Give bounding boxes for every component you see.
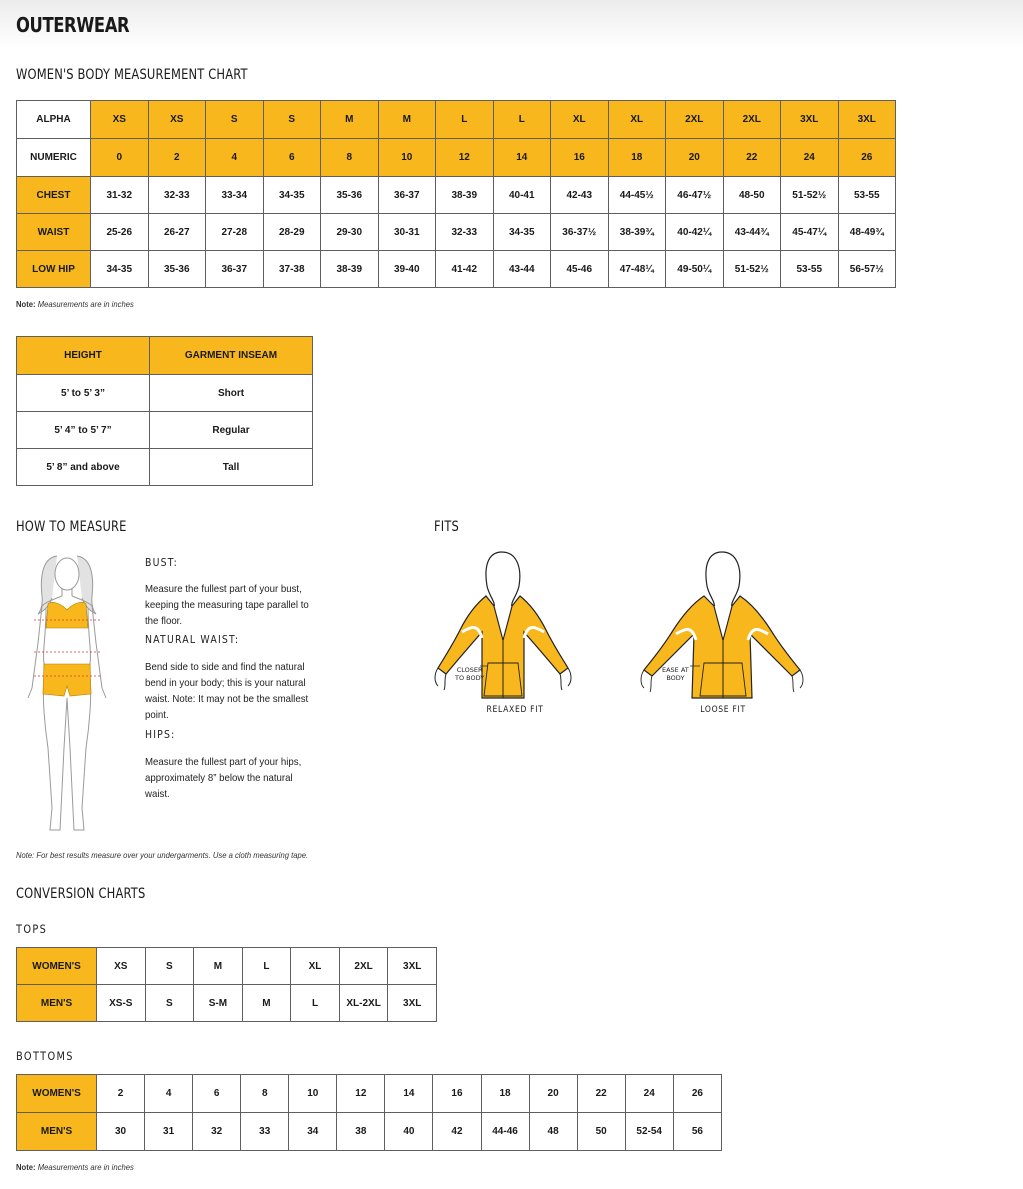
body-figure-illustration: [12, 548, 122, 838]
loose-fit-illustration: [638, 548, 808, 708]
table-cell: Tall: [150, 449, 313, 486]
table-cell: Short: [150, 375, 313, 412]
womens-chart-title: WOMEN'S BODY MEASUREMENT CHART: [16, 67, 248, 83]
measurement-row: [17, 177, 896, 214]
table-cell: 36-37: [206, 251, 264, 288]
how-to-measure-title: HOW TO MEASURE: [16, 519, 127, 535]
table-cell: 27-28: [206, 214, 264, 251]
table-cell: 3XL: [838, 101, 896, 139]
table-cell: 28-29: [263, 214, 321, 251]
table-cell: 51-52½: [723, 251, 781, 288]
table-cell: XS: [97, 948, 146, 985]
table-cell: 38-39¾: [608, 214, 666, 251]
table-cell: 5’ to 5’ 3”: [17, 375, 150, 412]
table-cell: 50: [577, 1113, 625, 1151]
table-cell: 18: [481, 1075, 529, 1113]
table-cell: 44-46: [481, 1113, 529, 1151]
table-cell: 2XL: [666, 101, 724, 139]
table-cell: 10: [289, 1075, 337, 1113]
womens-measurement-table: [16, 100, 896, 288]
table-cell: 3XL: [781, 101, 839, 139]
table-cell: 3XL: [388, 948, 437, 985]
table-cell: 51-52½: [781, 177, 839, 214]
relaxed-fit-callout: CLOSER TO BODY: [455, 666, 485, 682]
header-bar: [0, 0, 1023, 48]
table-cell: M: [242, 985, 291, 1022]
page-title: OUTERWEAR: [16, 13, 130, 37]
table-cell: 26: [838, 139, 896, 177]
tops-title: TOPS: [16, 922, 48, 936]
table-cell: 5’ 8” and above: [17, 449, 150, 486]
bottoms-conversion-table: [16, 1074, 722, 1151]
table-cell: 22: [577, 1075, 625, 1113]
table-cell: M: [321, 101, 379, 139]
table-cell: 42-43: [551, 177, 609, 214]
table-cell: 48: [529, 1113, 577, 1151]
table-cell: 26: [673, 1075, 721, 1113]
table-cell: 8: [241, 1075, 289, 1113]
table-cell: 12: [436, 139, 494, 177]
table-cell: 52-54: [625, 1113, 673, 1151]
table-cell: 8: [321, 139, 379, 177]
conversion-charts-title: CONVERSION CHARTS: [16, 886, 146, 902]
table-cell: XS-S: [97, 985, 146, 1022]
table-cell: XL: [291, 948, 340, 985]
table-cell: 40: [385, 1113, 433, 1151]
table-cell: 20: [529, 1075, 577, 1113]
measurement-row: [17, 214, 896, 251]
table-cell: 46-47½: [666, 177, 724, 214]
table-cell: 35-36: [321, 177, 379, 214]
table-cell: 42: [433, 1113, 481, 1151]
row-label: NUMERIC: [17, 139, 91, 177]
relaxed-fit-illustration: [432, 548, 602, 708]
table-cell: 37-38: [263, 251, 321, 288]
table-cell: 40-41: [493, 177, 551, 214]
table-cell: 24: [781, 139, 839, 177]
table-cell: 30: [97, 1113, 145, 1151]
table-cell: 16: [551, 139, 609, 177]
table-cell: 18: [608, 139, 666, 177]
table-cell: 6: [263, 139, 321, 177]
natural-waist-heading: NATURAL WAIST:: [145, 633, 240, 646]
table-cell: 2: [97, 1075, 145, 1113]
bust-heading: BUST:: [145, 556, 178, 569]
row-label: LOW HIP: [17, 251, 91, 288]
table-cell: 56-57½: [838, 251, 896, 288]
table-cell: 4: [145, 1075, 193, 1113]
table-cell: 10: [378, 139, 436, 177]
table-cell: 20: [666, 139, 724, 177]
table-cell: 29-30: [321, 214, 379, 251]
table-cell: M: [378, 101, 436, 139]
table-cell: 41-42: [436, 251, 494, 288]
row-label: WOMEN'S: [17, 948, 97, 985]
row-label: MEN'S: [17, 1113, 97, 1151]
inseam-table: [16, 336, 313, 486]
table-cell: 0: [91, 139, 149, 177]
table-cell: 38-39: [436, 177, 494, 214]
natural-waist-description: Bend side to side and find the natural bend in your body; this is your natural waist. Note: It may not be the smallest point.: [145, 661, 309, 721]
table-cell: S: [263, 101, 321, 139]
table-cell: 24: [625, 1075, 673, 1113]
table-cell: XL-2XL: [339, 985, 388, 1022]
table-cell: XS: [91, 101, 149, 139]
table-cell: L: [493, 101, 551, 139]
table-cell: 36-37: [378, 177, 436, 214]
table-cell: 2: [148, 139, 206, 177]
table-cell: 43-44¾: [723, 214, 781, 251]
row-label: ALPHA: [17, 101, 91, 139]
table-cell: 3XL: [388, 985, 437, 1022]
table-cell: 16: [433, 1075, 481, 1113]
table-cell: 26-27: [148, 214, 206, 251]
table-cell: 47-48¼: [608, 251, 666, 288]
table-cell: 44-45½: [608, 177, 666, 214]
table-cell: 2XL: [339, 948, 388, 985]
table-cell: S: [145, 948, 194, 985]
table-cell: 48-49¾: [838, 214, 896, 251]
table-cell: 34: [289, 1113, 337, 1151]
column-header: GARMENT INSEAM: [150, 337, 313, 375]
table-cell: 14: [385, 1075, 433, 1113]
table-cell: 14: [493, 139, 551, 177]
table-cell: 5’ 4” to 5’ 7”: [17, 412, 150, 449]
tops-row: [17, 948, 437, 985]
table-cell: L: [291, 985, 340, 1022]
inseam-row: [17, 412, 313, 449]
table-cell: 40-42¼: [666, 214, 724, 251]
table-cell: 30-31: [378, 214, 436, 251]
table-cell: XL: [551, 101, 609, 139]
table-cell: 6: [193, 1075, 241, 1113]
table-cell: 36-37½: [551, 214, 609, 251]
table-cell: XS: [148, 101, 206, 139]
table-cell: 53-55: [781, 251, 839, 288]
tops-conversion-table: [16, 947, 437, 1022]
table-cell: 31-32: [91, 177, 149, 214]
table-cell: S: [145, 985, 194, 1022]
bust-description: Measure the fullest part of your bust, keeping the measuring tape parallel to the floor.: [145, 583, 309, 627]
loose-fit-callout: EASE AT BODY: [662, 666, 689, 682]
table-cell: M: [194, 948, 243, 985]
table-cell: 35-36: [148, 251, 206, 288]
inseam-row: [17, 375, 313, 412]
table-cell: 34-35: [263, 177, 321, 214]
table-cell: 43-44: [493, 251, 551, 288]
table-cell: 38: [337, 1113, 385, 1151]
womens-note: Note: Measurements are in inches: [16, 299, 134, 309]
tops-row: [17, 985, 437, 1022]
bottoms-note: Note: Measurements are in inches: [16, 1162, 134, 1172]
table-cell: 31: [145, 1113, 193, 1151]
table-cell: XL: [608, 101, 666, 139]
table-cell: 2XL: [723, 101, 781, 139]
table-cell: 45-46: [551, 251, 609, 288]
table-cell: 48-50: [723, 177, 781, 214]
table-cell: 4: [206, 139, 264, 177]
table-cell: 22: [723, 139, 781, 177]
relaxed-fit-label: RELAXED FIT: [486, 705, 544, 715]
table-cell: 32: [193, 1113, 241, 1151]
table-cell: 45-47¼: [781, 214, 839, 251]
inseam-row: [17, 449, 313, 486]
table-cell: 12: [337, 1075, 385, 1113]
table-cell: L: [436, 101, 494, 139]
row-label: CHEST: [17, 177, 91, 214]
fits-title: FITS: [434, 519, 459, 535]
measurement-row: [17, 139, 896, 177]
measurement-row: [17, 101, 896, 139]
table-cell: Regular: [150, 412, 313, 449]
table-cell: S-M: [194, 985, 243, 1022]
bottoms-row: [17, 1113, 722, 1151]
bottoms-row: [17, 1075, 722, 1113]
hips-description: Measure the fullest part of your hips, approximately 8” below the natural waist.: [145, 756, 302, 800]
table-cell: 25-26: [91, 214, 149, 251]
table-cell: 53-55: [838, 177, 896, 214]
row-label: WAIST: [17, 214, 91, 251]
table-cell: S: [206, 101, 264, 139]
table-cell: 34-35: [493, 214, 551, 251]
table-cell: 39-40: [378, 251, 436, 288]
row-label: MEN'S: [17, 985, 97, 1022]
table-cell: 32-33: [436, 214, 494, 251]
row-label: WOMEN'S: [17, 1075, 97, 1113]
table-cell: 33-34: [206, 177, 264, 214]
table-cell: 34-35: [91, 251, 149, 288]
bottoms-title: BOTTOMS: [16, 1049, 74, 1063]
table-cell: 32-33: [148, 177, 206, 214]
loose-fit-label: LOOSE FIT: [700, 705, 746, 715]
table-cell: L: [242, 948, 291, 985]
inseam-header-row: [17, 337, 313, 375]
table-cell: 38-39: [321, 251, 379, 288]
hips-heading: HIPS:: [145, 728, 176, 741]
table-cell: 49-50¼: [666, 251, 724, 288]
table-cell: 33: [241, 1113, 289, 1151]
column-header: HEIGHT: [17, 337, 150, 375]
table-cell: 56: [673, 1113, 721, 1151]
measure-note: Note: For best results measure over your undergarments. Use a cloth measuring tape.: [16, 850, 309, 860]
measurement-row: [17, 251, 896, 288]
